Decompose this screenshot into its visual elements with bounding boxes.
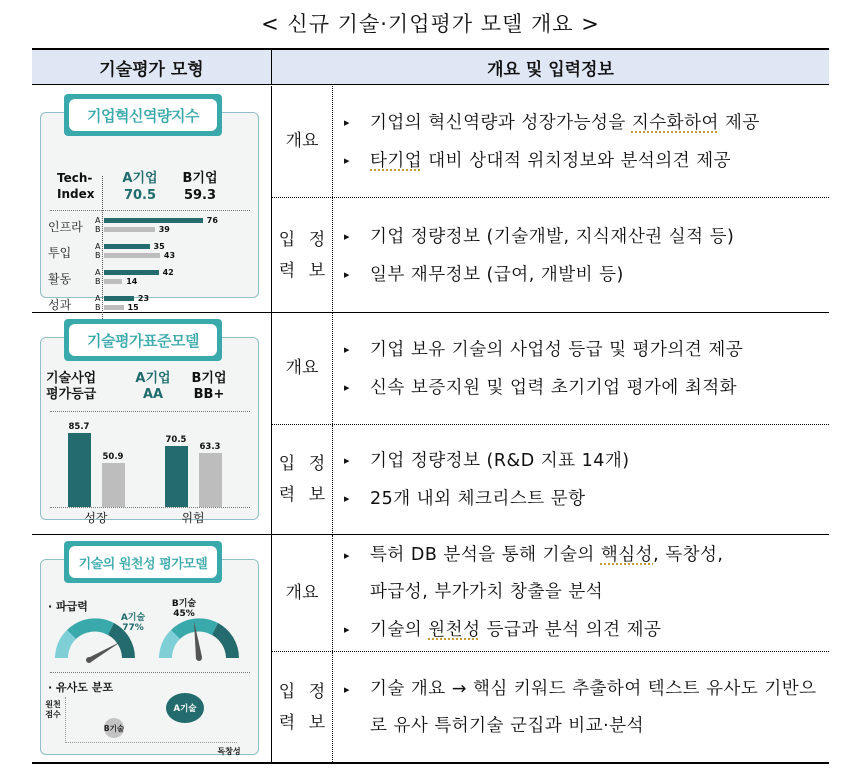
- bar-b: [104, 227, 155, 232]
- model-title-badge: 기술의 원천성 평가모델: [64, 541, 222, 583]
- input-bullet: ▸ 기술 개요 → 핵심 키워드 추출하여 텍스트 유사도 기반으로 유사 특허기술 군집과 비교·분석: [344, 671, 823, 745]
- bar-value: 70.5: [165, 435, 187, 446]
- bullet-icon: ▸: [344, 115, 351, 129]
- overview-bullet: ▸ 특허 DB 분석을 통해 기술의 핵심성, 독창성, 파급성, 부가가치 창출을 분석: [344, 537, 823, 611]
- bullet-icon: ▸: [344, 492, 351, 505]
- input-content: [344, 198, 823, 313]
- bar-value: 85.7: [68, 422, 90, 433]
- value-a: 42: [162, 268, 174, 277]
- divider-horizontal: [50, 210, 250, 211]
- gauge-a-label: A기술 77%: [120, 613, 146, 633]
- input-content: [344, 425, 823, 535]
- input-bullet: ▸ 일부 재무정보 (급여, 개발비 등): [344, 256, 823, 294]
- bar-row: 인프라 A B 76 39: [48, 216, 218, 234]
- bullet-icon: ▸: [344, 342, 351, 356]
- value-a: 76: [206, 216, 218, 225]
- overview-subrow: [272, 313, 829, 425]
- bullet-icon: ▸: [344, 454, 351, 467]
- overview-subrow: [272, 535, 829, 652]
- header-overview-input: 개요 및 입력정보: [487, 59, 614, 80]
- input-label: 입력 정보: [272, 425, 333, 535]
- bar-row: 성과 A B 23 15: [48, 294, 150, 312]
- value-b: 14: [126, 277, 138, 286]
- overview-bullet: ▸ 타기업 대비 상대적 위치정보와 분석의견 제공: [344, 142, 823, 180]
- input-content: [344, 652, 823, 764]
- bubble-b: B기술: [104, 718, 124, 738]
- input-label: 입력 정보: [272, 652, 333, 764]
- bullet-icon: ▸: [344, 549, 351, 562]
- value-b: 39: [158, 225, 170, 234]
- divider-horizontal: [50, 672, 250, 673]
- overview-label: 개요: [272, 313, 333, 424]
- section-label-impact: · 파급력: [48, 600, 88, 613]
- y-axis-label: 원천 점수: [45, 700, 61, 719]
- y-axis: [65, 697, 66, 743]
- x-axis-label: 독창성: [217, 747, 241, 756]
- category-label: 인프라: [48, 220, 83, 234]
- input-subrow: [272, 652, 829, 764]
- x-axis: [65, 742, 237, 743]
- table-header: [32, 50, 829, 85]
- model-row-standard-model: [32, 313, 829, 535]
- bullet-icon: ▸: [344, 267, 351, 281]
- bar-b: [102, 463, 125, 507]
- overview-subrow: [272, 86, 829, 198]
- bar-b: [199, 453, 222, 507]
- section-label-similarity: · 유사도 분포: [48, 681, 113, 694]
- input-subrow: [272, 198, 829, 313]
- input-bullet: ▸ 기업 정량정보 (R&D 지표 14개): [344, 442, 823, 480]
- bar-a: [104, 296, 134, 301]
- model-row-originality-model: [32, 535, 829, 764]
- model-row-innovation-index: [32, 86, 829, 313]
- bar-a: [104, 270, 159, 275]
- category-label: 활동: [48, 272, 72, 286]
- input-subrow: [272, 425, 829, 535]
- tech-index-header: Tech- Index A기업 70.5 B기업 59.3: [57, 166, 252, 216]
- input-bullet: ▸ 기업 정량정보 (기술개발, 지식재산권 실적 등): [344, 218, 823, 256]
- gauge-b-chart: [154, 613, 244, 663]
- overview-bullet: ▸ 기업의 혁신역량과 성장가능성을 지수화하여 제공: [344, 104, 823, 142]
- category-label: 성장: [84, 511, 108, 525]
- overview-content: [344, 86, 823, 197]
- model-figure-cell: 기술평가표준모델 기술사업 평가등급 A기업 AA B기업 BB+ 85.7 50.9 성장 70.5 63.3 위험: [32, 313, 272, 534]
- divider-horizontal: [50, 411, 250, 412]
- company-b-score: B기업 59.3: [182, 171, 218, 203]
- bar-b: [104, 253, 160, 258]
- bullet-icon: ▸: [344, 229, 351, 243]
- overview-bullet: ▸ 신속 보증지원 및 업력 초기기업 평가에 최적화: [344, 369, 823, 407]
- bar-value: 63.3: [199, 441, 221, 452]
- bar-a: [104, 218, 203, 223]
- input-label: 입력 정보: [272, 198, 333, 313]
- overview-bullet: ▸ 기업 보유 기술의 사업성 등급 및 평가의견 제공: [344, 331, 823, 369]
- category-label: 투입: [48, 246, 72, 260]
- header-model-type: 기술평가 모형: [32, 50, 272, 84]
- value-b: 15: [127, 303, 139, 312]
- bar-row: 투입 A B 35 43: [48, 242, 176, 260]
- bar-b: [104, 279, 122, 284]
- company-a-grade: A기업 AA: [135, 371, 171, 402]
- model-figure-cell: [32, 535, 272, 764]
- value-b: 43: [163, 251, 176, 260]
- input-bullet: ▸ 25개 내외 체크리스트 문항: [344, 480, 823, 518]
- bar-a: [165, 446, 188, 507]
- bullet-icon: ▸: [344, 380, 351, 394]
- bar-value: 50.9: [102, 452, 124, 463]
- model-overview-table: [32, 48, 829, 764]
- category-label: 위험: [181, 511, 205, 525]
- bullet-icon: ▸: [344, 153, 351, 167]
- model-title-badge: 기업혁신역량지수: [64, 94, 222, 136]
- overview-content: [344, 313, 823, 424]
- overview-label: 개요: [272, 86, 333, 197]
- value-a: 23: [137, 294, 150, 303]
- bar-a: [104, 244, 150, 249]
- model-title-badge: 기술평가표준모델: [64, 319, 222, 361]
- bullet-icon: ▸: [344, 623, 351, 636]
- overview-content: [344, 535, 823, 651]
- chart-baseline: [50, 507, 250, 508]
- bar-b: [104, 305, 124, 310]
- model-figure-cell: [32, 86, 272, 312]
- overview-bullet: ▸ 기술의 원천성 등급과 분석 의견 제공: [344, 611, 823, 649]
- bar-row: 활동 A B 42 14: [48, 268, 174, 286]
- overview-label: 개요: [272, 535, 333, 651]
- company-a-score: A기업 70.5: [122, 171, 158, 203]
- company-b-grade: B기업 BB+: [191, 371, 227, 402]
- category-label: 성과: [48, 298, 72, 312]
- document-title: < 신규 기술·기업평가 모델 개요 >: [261, 12, 600, 36]
- value-a: 35: [153, 242, 165, 251]
- bullet-icon: ▸: [344, 683, 351, 696]
- bubble-a: A기술: [166, 693, 204, 723]
- bar-a: [68, 433, 91, 507]
- gauge-b-label: B기술 45%: [171, 599, 197, 619]
